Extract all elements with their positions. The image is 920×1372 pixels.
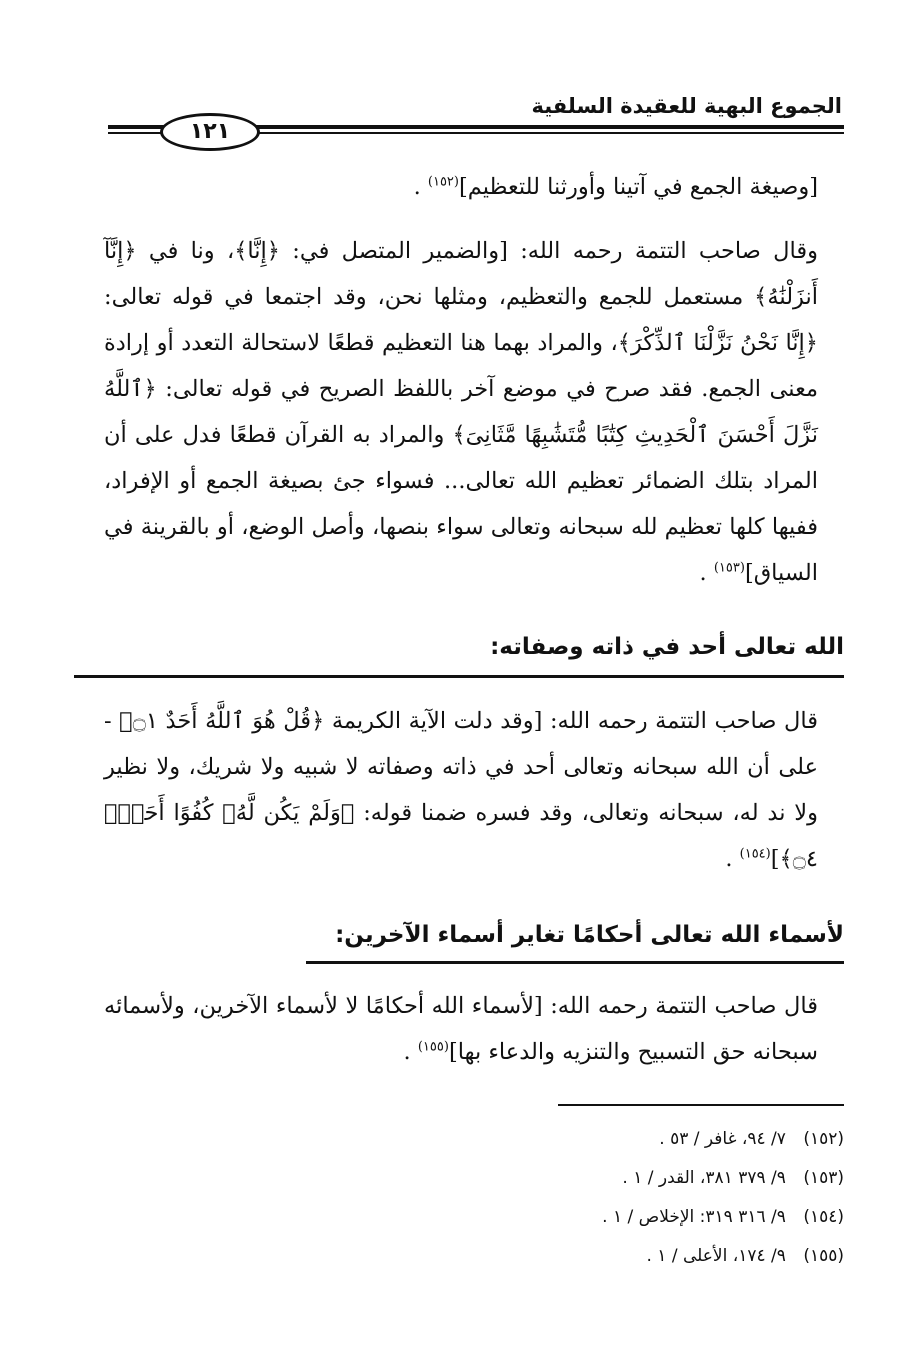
section-heading: الله تعالى أحد في ذاته وصفاته: bbox=[490, 634, 844, 660]
footnote-number: (١٥٢) bbox=[803, 1129, 844, 1149]
footnote-number: (١٥٤) bbox=[803, 1207, 844, 1227]
section-heading: لأسماء الله تعالى أحكامًا تغاير أسماء الآخرين: bbox=[335, 922, 844, 948]
paragraph-end: . bbox=[725, 846, 733, 872]
footnote-ref: (١٥٢) bbox=[427, 174, 459, 190]
footnote bbox=[344, 1202, 844, 1241]
footnote-ref: (١٥٥) bbox=[417, 1039, 449, 1055]
paragraph-end: . bbox=[403, 1039, 411, 1065]
paragraph-text: [وصيغة الجمع في آتينا وأورثنا للتعظيم] bbox=[459, 174, 818, 200]
paragraph-text: وقال صاحب التتمة رحمه الله: [والضمير المتصل في: ﴿إِنَّا﴾، ونا في ﴿إِنَّآ أَنزَلْنَٰهُ﴾ مستعمل للجمع والتعظيم، ومثلها نحن، وقد اجتمعا في قوله تعالى: ﴿إِنَّا نَحْنُ نَزَّلْنَا ٱلذِّكْرَ﴾، والمراد بهما هنا التعظيم قطعًا لاستحالة التعدد أو إرادة معنى الجمع. فقد صرح في موضع آخر باللفظ الصريح في قوله تعالى: ﴿ٱللَّهُ نَزَّلَ أَحْسَنَ ٱلْحَدِيثِ كِتَٰبًا مُّتَشَٰبِهًا مَّثَانِىَ﴾ والمراد به القرآن قطعًا فدل على أن المراد بتلك الضمائر تعظيم الله تعالى... فسواء جئ بصيغة الجمع أو الإفراد، ففيها كلها تعظيم لله سبحانه وتعالى سواء بنصها، وأصل الوضع، أو بالقرينة في السياق] bbox=[104, 238, 818, 586]
page-number: ١٢١ bbox=[160, 113, 260, 151]
section-paragraph bbox=[104, 983, 844, 1075]
footnotes bbox=[344, 1124, 844, 1280]
footnote bbox=[344, 1241, 844, 1280]
running-title: الجموع البهية للعقيدة السلفية bbox=[531, 94, 842, 118]
footnote-text: ٩/ ١٧٤، الأعلى / ١ . bbox=[646, 1246, 786, 1266]
footnote-text: ٩/ ٣١٦ ٣١٩: الإخلاص / ١ . bbox=[602, 1207, 786, 1227]
paragraph-text: قال صاحب التتمة رحمه الله: [لأسماء الله أحكامًا لا لأسماء الآخرين، ولأسمائه سبحانه حق التسبيح والتنزيه والدعاء بها] bbox=[104, 993, 818, 1065]
footnote-ref: (١٥٤) bbox=[739, 846, 771, 862]
footnote-number: (١٥٥) bbox=[803, 1246, 844, 1266]
paragraph-main bbox=[104, 228, 844, 596]
section-heading-rule bbox=[74, 675, 844, 678]
footnote bbox=[344, 1163, 844, 1202]
paragraph-end: . bbox=[413, 174, 421, 200]
footnote-text: ٧/ ٩٤، غافر / ٥٣ . bbox=[659, 1129, 786, 1149]
section-heading-rule bbox=[306, 961, 844, 964]
footnote-ref: (١٥٣) bbox=[713, 560, 745, 576]
section-paragraph bbox=[104, 698, 844, 882]
paragraph-text: قال صاحب التتمة رحمه الله: [وقد دلت الآية الكريمة ﴿قُلْ هُوَ ٱللَّهُ أَحَدٌ ۝١﴾ - على أن الله سبحانه وتعالى أحد في ذاته وصفاته لا شبيه ولا شريك، ولا نظير ولا ند له، سبحانه وتعالى، وقد فسره ضمنا قوله: ﴿وَلَمْ يَكُن لَّهُۥ كُفُوًا أَحَدٌۢ ۝٤﴾] bbox=[104, 708, 818, 872]
paragraph-end: . bbox=[699, 560, 707, 586]
footnote-text: ٩/ ٣٧٩ ٣٨١، القدر / ١ . bbox=[622, 1168, 786, 1188]
footnote-rule bbox=[558, 1104, 844, 1106]
footnote bbox=[344, 1124, 844, 1163]
paragraph-top bbox=[104, 164, 844, 210]
footnote-number: (١٥٣) bbox=[803, 1168, 844, 1188]
